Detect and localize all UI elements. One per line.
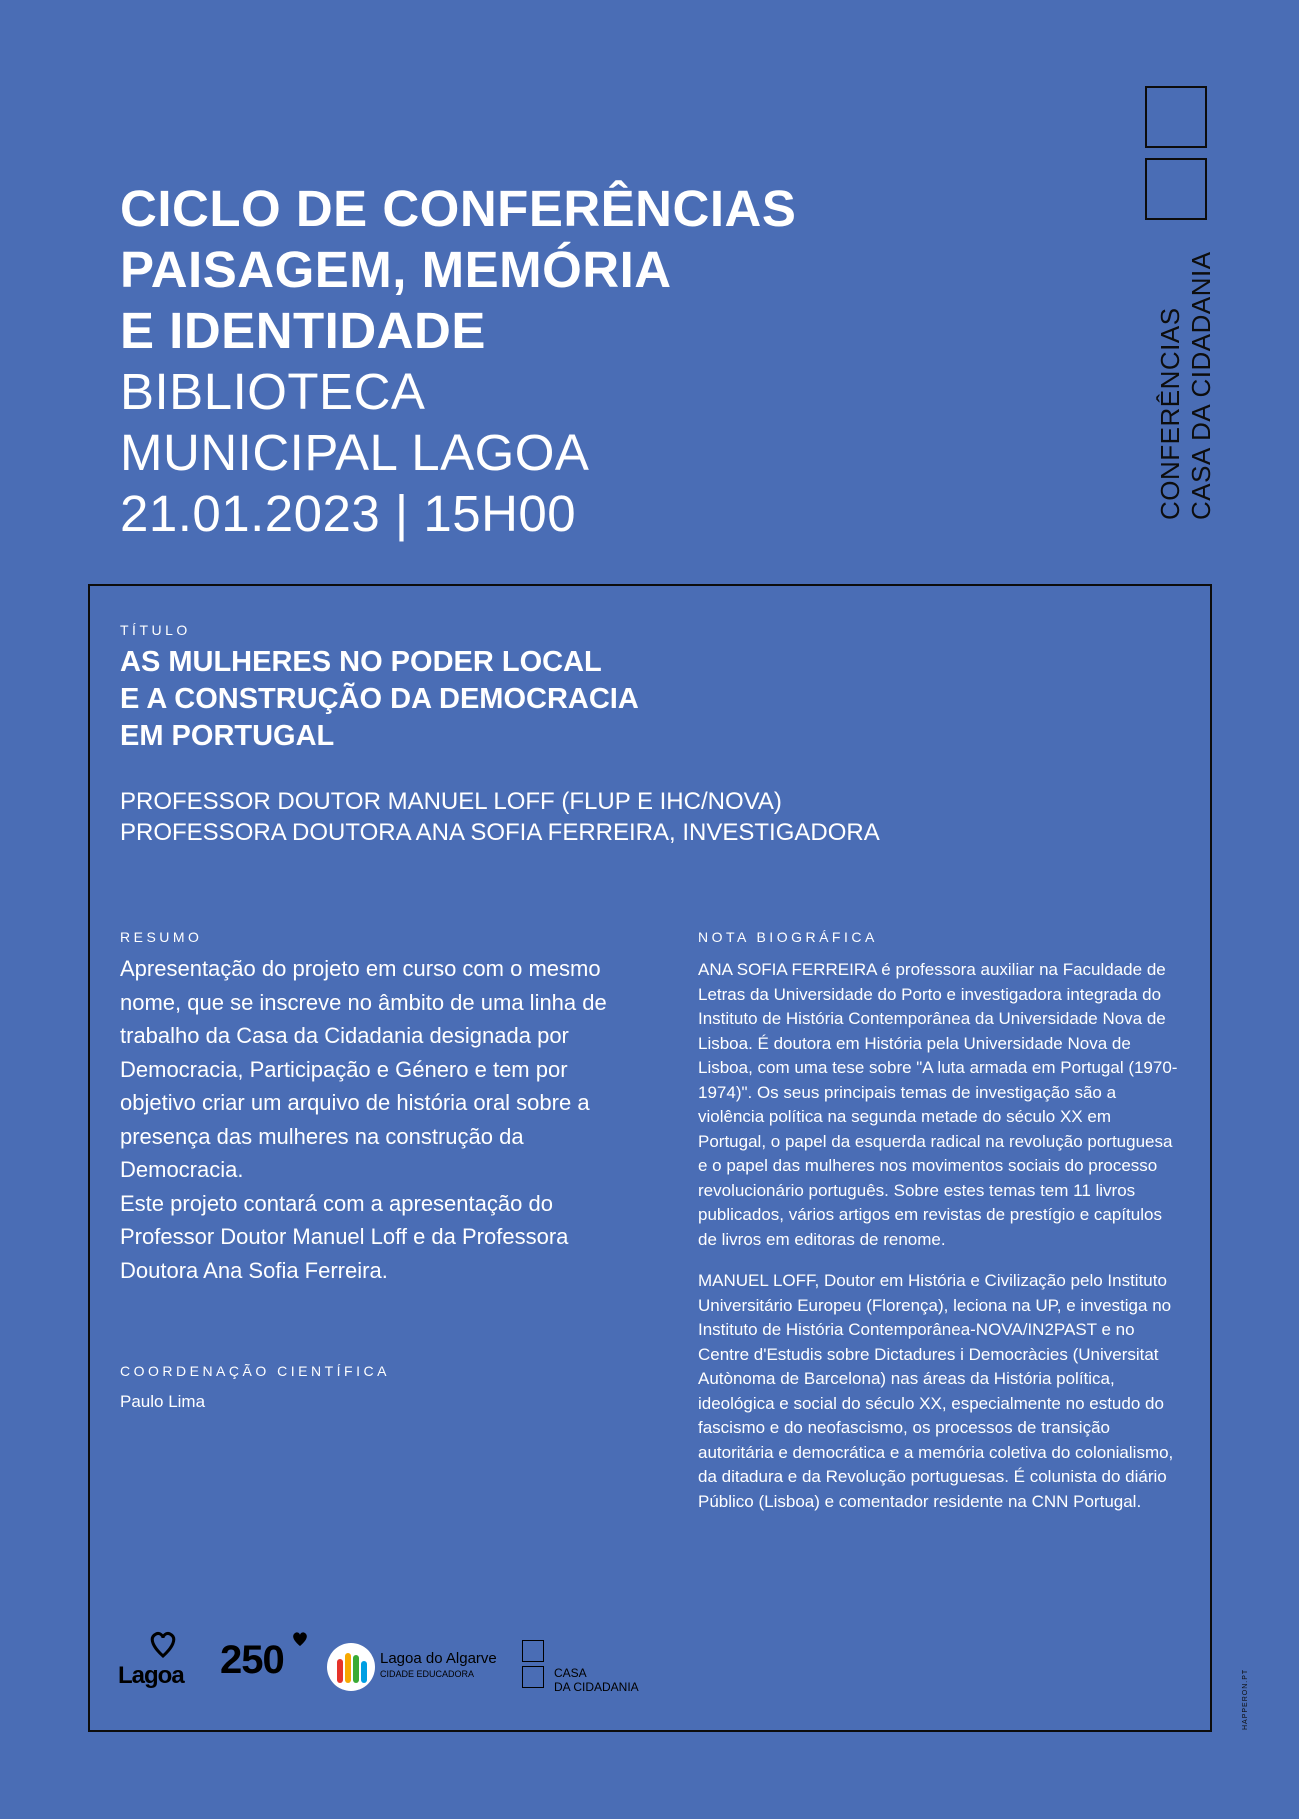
casa-line1: CASA — [554, 1666, 587, 1680]
casa-square-top — [522, 1640, 544, 1662]
bio-paragraph-1: ANA SOFIA FERREIRA é professora auxiliar na Faculdade de Letras da Universidade do Porto e investigadora integrada do Instituto de História Contemporânea da Universidade Nova de Lisboa. É doutora em História pela Universidade Nova de Lisboa, com uma tese sobre "A luta armada em Portugal (1970-1974)". Os seus principais temas de investigação são a violência política na segunda metade do século XX em Portugal, o papel da esquerda radical na revolução portuguesa e o papel das mulheres nos movimentos sociais do processo revolucionário português. Sobre estes temas tem 11 livros publicados, vários artigos em revistas de prestígio e capítulos de livros em editoras de renome. — [698, 960, 1178, 1249]
coordinator-name: Paulo Lima — [120, 1392, 206, 1411]
educadora-label: CIDADE EDUCADORA — [380, 1669, 475, 1679]
resumo-text — [120, 952, 640, 1287]
speaker-2: PROFESSORA DOUTORA ANA SOFIA FERREIRA, INVESTIGADORA — [120, 819, 880, 846]
casa-wordmark — [554, 1666, 639, 1694]
side-line2: CASA DA CIDADANIA — [1186, 251, 1216, 520]
resumo-paragraph-2: Este projeto contará com a apresentação do Professor Doutor Manuel Loff e da Professora Doutora Ana Sofia Ferreira. — [120, 1190, 569, 1283]
side-vertical-title — [1155, 251, 1217, 520]
hands-circle-icon — [326, 1642, 376, 1692]
talk-title — [120, 644, 639, 755]
talk-title-line3: EM PORTUGAL — [120, 720, 335, 752]
event-heading — [120, 178, 940, 544]
series-title-line1: CICLO DE CONFERÊNCIAS — [120, 180, 797, 237]
lagoa-wordmark: Lagoa — [118, 1662, 184, 1689]
anniversary-logo — [220, 1638, 310, 1698]
resumo-label: RESUMO — [120, 929, 203, 945]
casa-squares-logo — [1145, 86, 1211, 230]
bio-paragraph-2: MANUEL LOFF, Doutor em História e Civilização pelo Instituto Universitário Europeu (Florença), leciona na UP, e investiga no Instituto de História Contemporânea-NOVA/IN2PAST e no Centre d'Estudis sobre Dictadures i Democràcies (Universitat Autònoma de Barcelona) nas áreas da História política, ideológica e social do século XX, especialmente no estudo do fascismo e do neofascismo, os processos de transição autoritária e democrática e a memória coletiva do colonialismo, da ditadura e da Revolução portuguesas. É colunista do diário Público (Lisboa) e comentador residente na CNN Portugal. — [698, 1271, 1174, 1511]
title-label: TÍTULO — [120, 622, 191, 638]
resumo-paragraph-1: Apresentação do projeto em curso com o mesmo nome, que se inscreve no âmbito de uma linha de trabalho da Casa da Cidadania designada por Democracia, Participação e Género e tem por objetivo criar um arquivo de história oral sobre a presença das mulheres na construção da Democracia. — [120, 956, 607, 1182]
anniversary-heart-icon — [290, 1630, 310, 1648]
logo-square-top — [1145, 86, 1207, 148]
bio-label: NOTA BIOGRÁFICA — [698, 929, 878, 945]
anniversary-number: 250 — [220, 1638, 284, 1682]
logo-square-bottom — [1145, 158, 1207, 220]
venue-line1: BIBLIOTECA — [120, 363, 426, 420]
bio-text — [698, 958, 1178, 1531]
series-title-line3: E IDENTIDADE — [120, 302, 486, 359]
casa-line2: DA CIDADANIA — [554, 1680, 639, 1694]
date-time: 21.01.2023 | 15H00 — [120, 485, 577, 542]
design-credit: HAPPERON.PT — [1242, 1668, 1249, 1730]
casa-square-bottom — [522, 1666, 544, 1688]
cidade-educadora-logo — [326, 1642, 506, 1694]
coordination-label: COORDENAÇÃO CIENTÍFICA — [120, 1363, 390, 1379]
casa-cidadania-logo — [522, 1640, 672, 1696]
venue-line2: MUNICIPAL LAGOA — [120, 424, 590, 481]
speaker-1: PROFESSOR DOUTOR MANUEL LOFF (FLUP E IHC/NOVA) — [120, 788, 782, 815]
partner-logos — [118, 1628, 678, 1698]
series-title-line2: PAISAGEM, MEMÓRIA — [120, 241, 672, 298]
speakers — [120, 786, 880, 848]
talk-title-line1: AS MULHERES NO PODER LOCAL — [120, 646, 602, 678]
lagoa-logo — [118, 1628, 208, 1698]
algarve-name: Lagoa do Algarve — [380, 1650, 497, 1667]
talk-title-line2: E A CONSTRUÇÃO DA DEMOCRACIA — [120, 683, 639, 715]
side-line1: CONFERÊNCIAS — [1155, 307, 1185, 520]
